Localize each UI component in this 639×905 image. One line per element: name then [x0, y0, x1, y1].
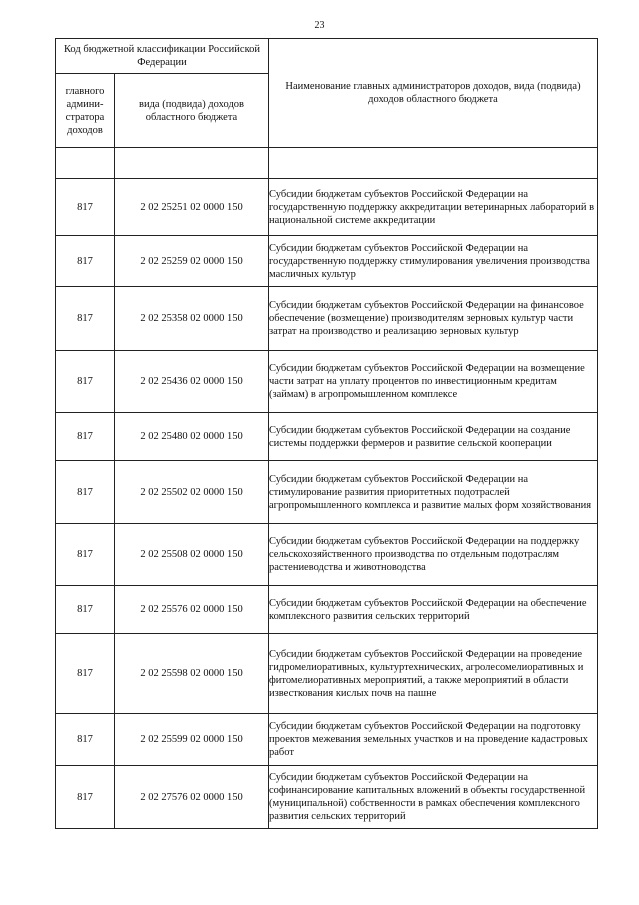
income-name-cell: Субсидии бюджетам субъектов Российской Федерации на софинансирование капитальных вложений в объекты государственной (муниципальной) собственности в рамках обеспечения комплексного развития сельских территорий	[269, 766, 598, 829]
header-budget-classification: Код бюджетной классификации Российской Федерации	[56, 39, 269, 74]
table-row	[56, 351, 598, 413]
admin-code-cell: 817	[56, 287, 115, 351]
income-code-cell: 2 02 25251 02 0000 150	[115, 179, 269, 236]
income-code-cell: 2 02 25358 02 0000 150	[115, 287, 269, 351]
admin-code-cell: 817	[56, 413, 115, 461]
income-code-cell: 2 02 25502 02 0000 150	[115, 461, 269, 524]
admin-code-cell: 817	[56, 586, 115, 634]
header-administrator-name: Наименование главных администраторов доходов, вида (подвида) доходов областного бюджета	[269, 39, 598, 148]
income-code-cell: 2 02 25480 02 0000 150	[115, 413, 269, 461]
table-row	[56, 586, 598, 634]
income-name-cell: Субсидии бюджетам субъектов Российской Федерации на стимулирование развития приоритетных подотраслей агропромышленного комплекса и развитие малых форм хозяйствования	[269, 461, 598, 524]
income-code-cell: 2 02 27576 02 0000 150	[115, 766, 269, 829]
income-code-cell: 2 02 25598 02 0000 150	[115, 634, 269, 714]
admin-code-cell: 817	[56, 766, 115, 829]
budget-classification-table	[55, 38, 598, 829]
admin-code-cell: 817	[56, 351, 115, 413]
income-code-cell: 2 02 25599 02 0000 150	[115, 714, 269, 766]
table-row	[56, 766, 598, 829]
table-row	[56, 461, 598, 524]
income-name-cell: Субсидии бюджетам субъектов Российской Федерации на обеспечение комплексного развития сельских территорий	[269, 586, 598, 634]
header-spacer-cell	[115, 148, 269, 179]
income-code-cell: 2 02 25436 02 0000 150	[115, 351, 269, 413]
admin-code-cell: 817	[56, 634, 115, 714]
header-spacer-cell	[269, 148, 598, 179]
admin-code-cell: 817	[56, 461, 115, 524]
income-code-cell: 2 02 25508 02 0000 150	[115, 524, 269, 586]
income-code-cell: 2 02 25259 02 0000 150	[115, 236, 269, 287]
income-name-cell: Субсидии бюджетам субъектов Российской Федерации на поддержку сельскохозяйственного производства по отдельным подотраслям растениеводства и животноводства	[269, 524, 598, 586]
table-row	[56, 287, 598, 351]
table-row	[56, 236, 598, 287]
income-code-cell: 2 02 25576 02 0000 150	[115, 586, 269, 634]
income-name-cell: Субсидии бюджетам субъектов Российской Федерации на проведение гидромелиоративных, культуртехнических, агролесомелиоративных и фитомелиоративных мероприятий, а также мероприятий в области известкования кислых почв на пашне	[269, 634, 598, 714]
income-name-cell: Субсидии бюджетам субъектов Российской Федерации на государственную поддержку стимулирования увеличения производства масличных культур	[269, 236, 598, 287]
table-row	[56, 714, 598, 766]
header-main-administrator: главного админи-стратора доходов	[56, 74, 115, 148]
income-name-cell: Субсидии бюджетам субъектов Российской Федерации на возмещение части затрат на уплату процентов по инвестиционным кредитам (займам) в агропромышленном комплексе	[269, 351, 598, 413]
header-spacer-cell	[56, 148, 115, 179]
table-row	[56, 413, 598, 461]
admin-code-cell: 817	[56, 236, 115, 287]
admin-code-cell: 817	[56, 179, 115, 236]
table-row	[56, 524, 598, 586]
table-row	[56, 634, 598, 714]
page-number: 23	[314, 20, 325, 31]
income-name-cell: Субсидии бюджетам субъектов Российской Федерации на финансовое обеспечение (возмещение) производителям зерновых культур части затрат на производство и реализацию зерновых культур	[269, 287, 598, 351]
income-name-cell: Субсидии бюджетам субъектов Российской Федерации на государственную поддержку аккредитации ветеринарных лабораторий в национальной системе аккредитации	[269, 179, 598, 236]
income-name-cell: Субсидии бюджетам субъектов Российской Федерации на подготовку проектов межевания земельных участков и на проведение кадастровых работ	[269, 714, 598, 766]
table-row	[56, 179, 598, 236]
header-income-type: вида (подвида) доходов областного бюджета	[115, 74, 269, 148]
admin-code-cell: 817	[56, 714, 115, 766]
income-name-cell: Субсидии бюджетам субъектов Российской Федерации на создание системы поддержки фермеров и развитие сельской кооперации	[269, 413, 598, 461]
admin-code-cell: 817	[56, 524, 115, 586]
